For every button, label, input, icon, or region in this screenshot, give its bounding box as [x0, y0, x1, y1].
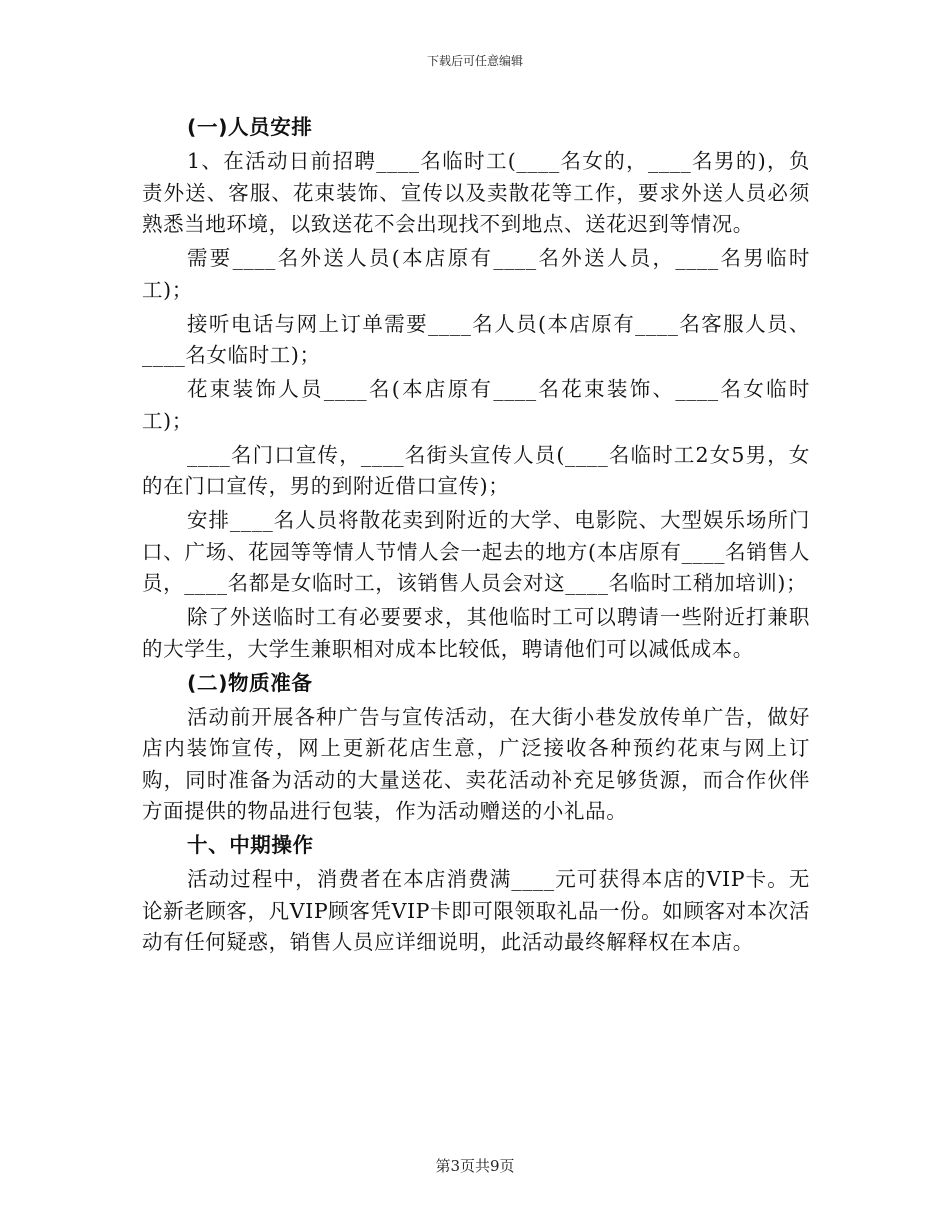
paragraph-materials: 活动前开展各种广告与宣传活动，在大街小巷发放传单广告，做好店内装饰宣传，网上更新花店生意，广泛接收各种预约花束与网上订购，同时准备为活动的大量送花、卖花活动补充足够货源，而合作伙伴方面提供的物品进行包装，作为活动赠送的小礼品。: [142, 704, 810, 823]
paragraph-promotion-staff: ____名门口宣传，____名街头宣传人员(____名临时工2女5男，女的在门口宣传，男的到附近借口宣传)；: [142, 442, 810, 498]
section-heading-personnel: (一)人员安排: [187, 115, 313, 139]
paragraph-part-time: 除了外送临时工有必要要求，其他临时工可以聘请一些附近打兼职的大学生，大学生兼职相对成本比较低，聘请他们可以减低成本。: [142, 605, 810, 661]
paragraph-recruitment: 1、在活动日前招聘____名临时工(____名女的，____名男的)，负责外送、客服、花束装饰、宣传以及卖散花等工作，要求外送人员必须熟悉当地环境，以致送花不会出现找不到地点、送花迟到等情况。: [142, 149, 810, 236]
paragraph-phone-orders: 接听电话与网上订单需要____名人员(本店原有____名客服人员、____名女临时工)；: [142, 311, 810, 367]
paragraph-sales-staff: 安排____名人员将散花卖到附近的大学、电影院、大型娱乐场所门口、广场、花园等等情人节情人会一起去的地方(本店原有____名销售人员，____名都是女临时工，该销售人员会对这____名临时工稍加培训)；: [142, 508, 810, 595]
page-header-note: 下载后可任意编辑: [426, 54, 523, 68]
section-heading-materials: (二)物质准备: [187, 670, 313, 695]
paragraph-midterm: 活动过程中，消费者在本店消费满____元可获得本店的VIP卡。无论新老顾客，凡VIP顾客凭VIP卡即可限领取礼品一份。如顾客对本次活动有任何疑惑，销售人员应详细说明，此活动最终解释权在本店。: [142, 867, 810, 954]
paragraph-bouquet-staff: 花束装饰人员____名(本店原有____名花束装饰、____名女临时工)；: [142, 377, 810, 433]
paragraph-delivery-staff: 需要____名外送人员(本店原有____名外送人员，____名男临时工)；: [142, 246, 810, 302]
document-body: [142, 112, 810, 959]
section-heading-midterm: 十、中期操作: [187, 833, 314, 857]
page-number: 第3页共9页: [435, 1157, 515, 1175]
